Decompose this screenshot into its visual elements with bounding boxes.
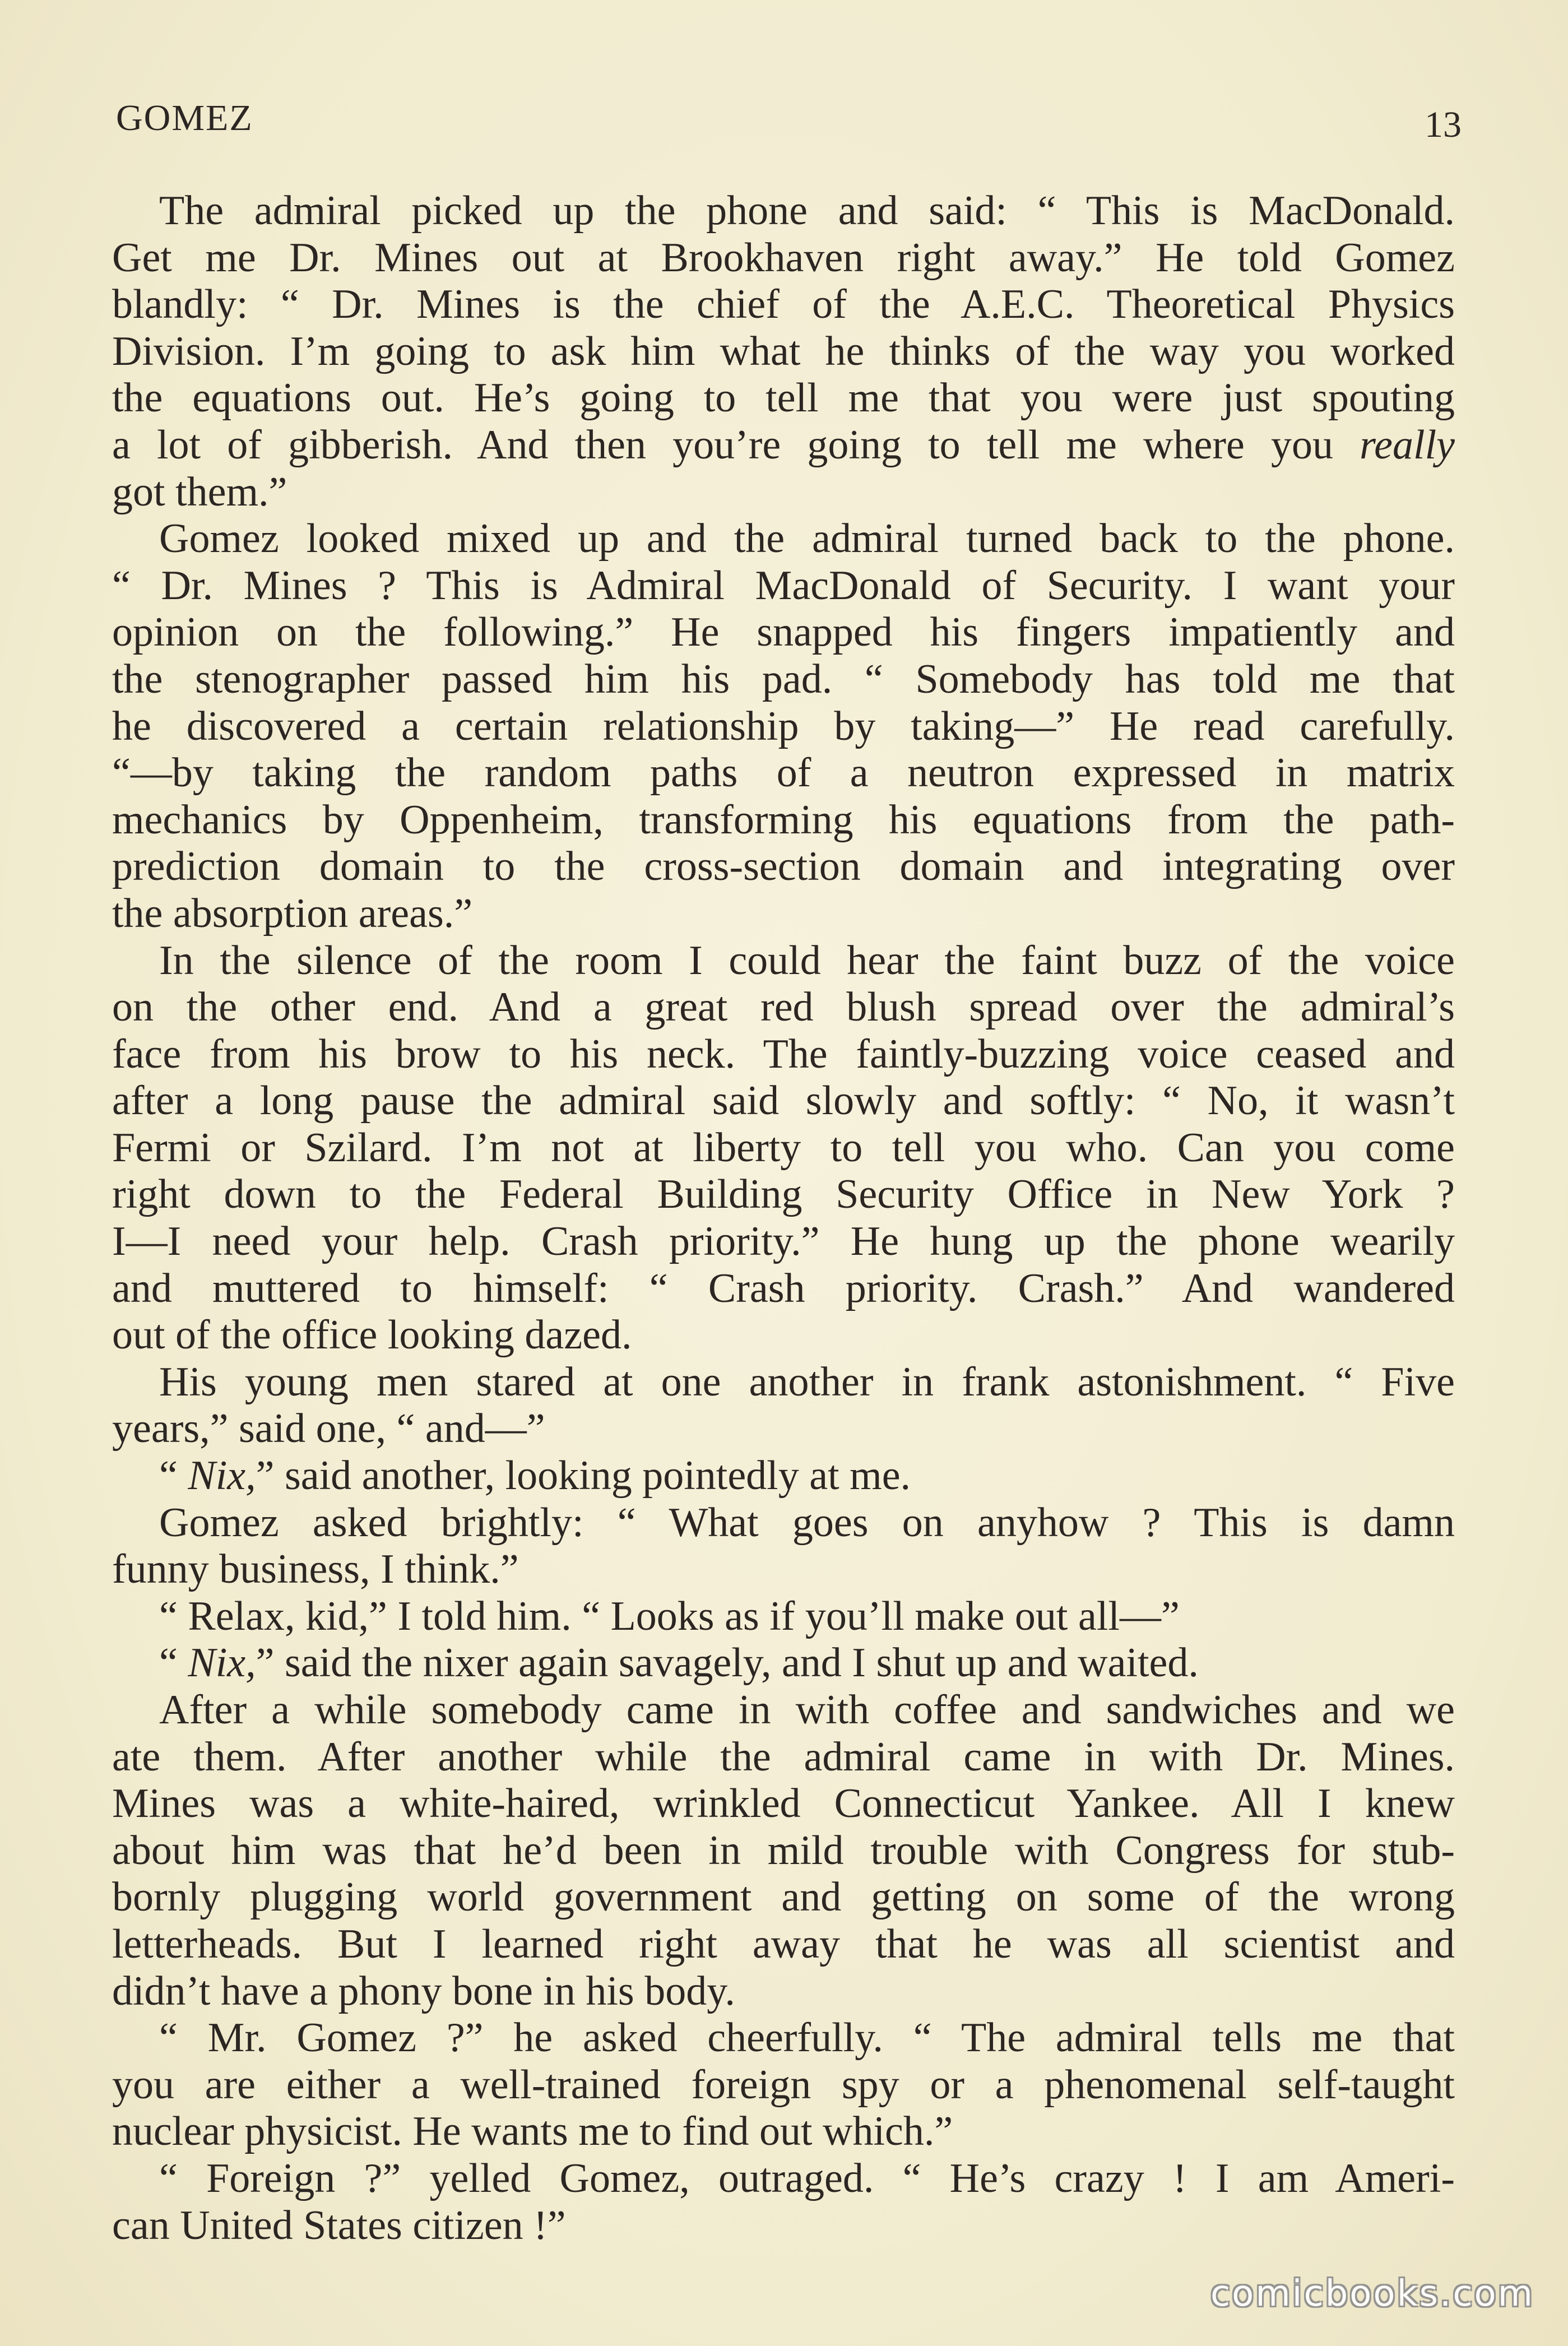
text-line: In the silence of the room I could hear the faint buzz of the voice <box>159 937 1455 984</box>
text-line: face from his brow to his neck. The faintly-buzzing voice ceased and <box>112 1031 1455 1077</box>
text-line: got them.” <box>112 469 287 515</box>
text-line: “ Relax, kid,” I told him. “ Looks as if you’ll make out all—” <box>159 1593 1180 1639</box>
text-line: the equations out. He’s going to tell me that you were just spouting <box>112 375 1455 421</box>
text-line: didn’t have a phony bone in his body. <box>112 1968 735 2014</box>
text-line: His young men stared at one another in frank astonishment. “ Five <box>159 1359 1455 1405</box>
text-line: the stenographer passed him his pad. “ Somebody has told me that <box>112 656 1455 702</box>
text-line: opinion on the following.” He snapped his fingers impatiently and <box>112 609 1455 656</box>
text-line: prediction domain to the cross-section domain and integrating over <box>112 843 1455 890</box>
text-line: Mines was a white-haired, wrinkled Connecticut Yankee. All I knew <box>112 1781 1455 1827</box>
paragraph <box>112 1593 1455 1640</box>
paragraph <box>112 1640 1455 1687</box>
text-line: nuclear physicist. He wants me to find out which.” <box>112 2108 953 2155</box>
text-line: about him was that he’d been in mild trouble with Congress for stub- <box>112 1827 1455 1874</box>
paragraph <box>112 1453 1455 1500</box>
text-line: a lot of gibberish. And then you’re going to tell me where you really <box>112 421 1455 468</box>
text-line: right down to the Federal Building Security Office in New York ? <box>112 1171 1455 1218</box>
paragraph <box>112 1500 1455 1593</box>
paragraph <box>112 516 1455 937</box>
text-line: on the other end. And a great red blush spread over the admiral’s <box>112 984 1455 1031</box>
text-line: Gomez asked brightly: “ What goes on anyhow ? This is damn <box>159 1499 1455 1546</box>
text-line: and muttered to himself: “ Crash priority. Crash.” And wandered <box>112 1265 1455 1311</box>
text-line: “—by taking the random paths of a neutron expressed in matrix <box>112 750 1455 796</box>
text-line: funny business, I think.” <box>112 1546 519 1593</box>
text-line: After a while somebody came in with coffee and sandwiches and we <box>159 1687 1455 1733</box>
text-line: out of the office looking dazed. <box>112 1312 632 1359</box>
text-line: the absorption areas.” <box>112 890 473 936</box>
text-line: bornly plugging world government and getting on some of the wrong <box>112 1874 1455 1921</box>
text-line: letterheads. But I learned right away that he was all scientist and <box>112 1921 1455 1967</box>
paragraph <box>112 188 1455 516</box>
text-line: ate them. After another while the admiral came in with Dr. Mines. <box>112 1733 1455 1780</box>
text-line: Get me Dr. Mines out at Brookhaven right away.” He told Gomez <box>112 234 1455 281</box>
text-line: The admiral picked up the phone and said: “ This is MacDonald. <box>159 188 1455 234</box>
text-line: he discovered a certain relationship by taking—” He read carefully. <box>112 703 1455 749</box>
text-line: Fermi or Szilard. I’m not at liberty to tell you who. Can you come <box>112 1124 1455 1171</box>
text-line: Division. I’m going to ask him what he thinks of the way you worked <box>112 328 1455 374</box>
text-line: “ Foreign ?” yelled Gomez, outraged. “ He’s crazy ! I am Ameri- <box>159 2155 1455 2201</box>
page-number: 13 <box>1425 104 1462 145</box>
watermark-logo: comicbooks.com <box>1210 2273 1534 2315</box>
text-line: “ Dr. Mines ? This is Admiral MacDonald of Security. I want your <box>112 562 1455 609</box>
text-line: years,” said one, “ and—” <box>112 1406 545 1452</box>
paragraph <box>112 1359 1455 1453</box>
paragraph <box>112 938 1455 1359</box>
text-line: you are either a well-trained foreign spy or a phenomenal self-taught <box>112 2061 1455 2108</box>
text-line: “ Mr. Gomez ?” he asked cheerfully. “ The admiral tells me that <box>159 2015 1455 2061</box>
running-head-title: GOMEZ <box>116 98 253 138</box>
text-line: “ Nix,” said the nixer again savagely, and I shut up and waited. <box>159 1640 1199 1686</box>
text-line: Gomez looked mixed up and the admiral turned back to the phone. <box>159 516 1455 562</box>
paragraph <box>112 2155 1455 2249</box>
text-line: I—I need your help. Crash priority.” He hung up the phone wearily <box>112 1218 1455 1265</box>
body-text <box>112 188 1455 2249</box>
text-line: “ Nix,” said another, looking pointedly at me. <box>159 1453 911 1499</box>
text-line: can United States citizen !” <box>112 2202 566 2248</box>
paragraph <box>112 2015 1455 2155</box>
text-line: blandly: “ Dr. Mines is the chief of the A.E.C. Theoretical Physics <box>112 281 1455 328</box>
text-line: mechanics by Oppenheim, transforming his equations from the path- <box>112 796 1455 843</box>
text-line: after a long pause the admiral said slowly and softly: “ No, it wasn’t <box>112 1078 1455 1124</box>
paragraph <box>112 1687 1455 2015</box>
